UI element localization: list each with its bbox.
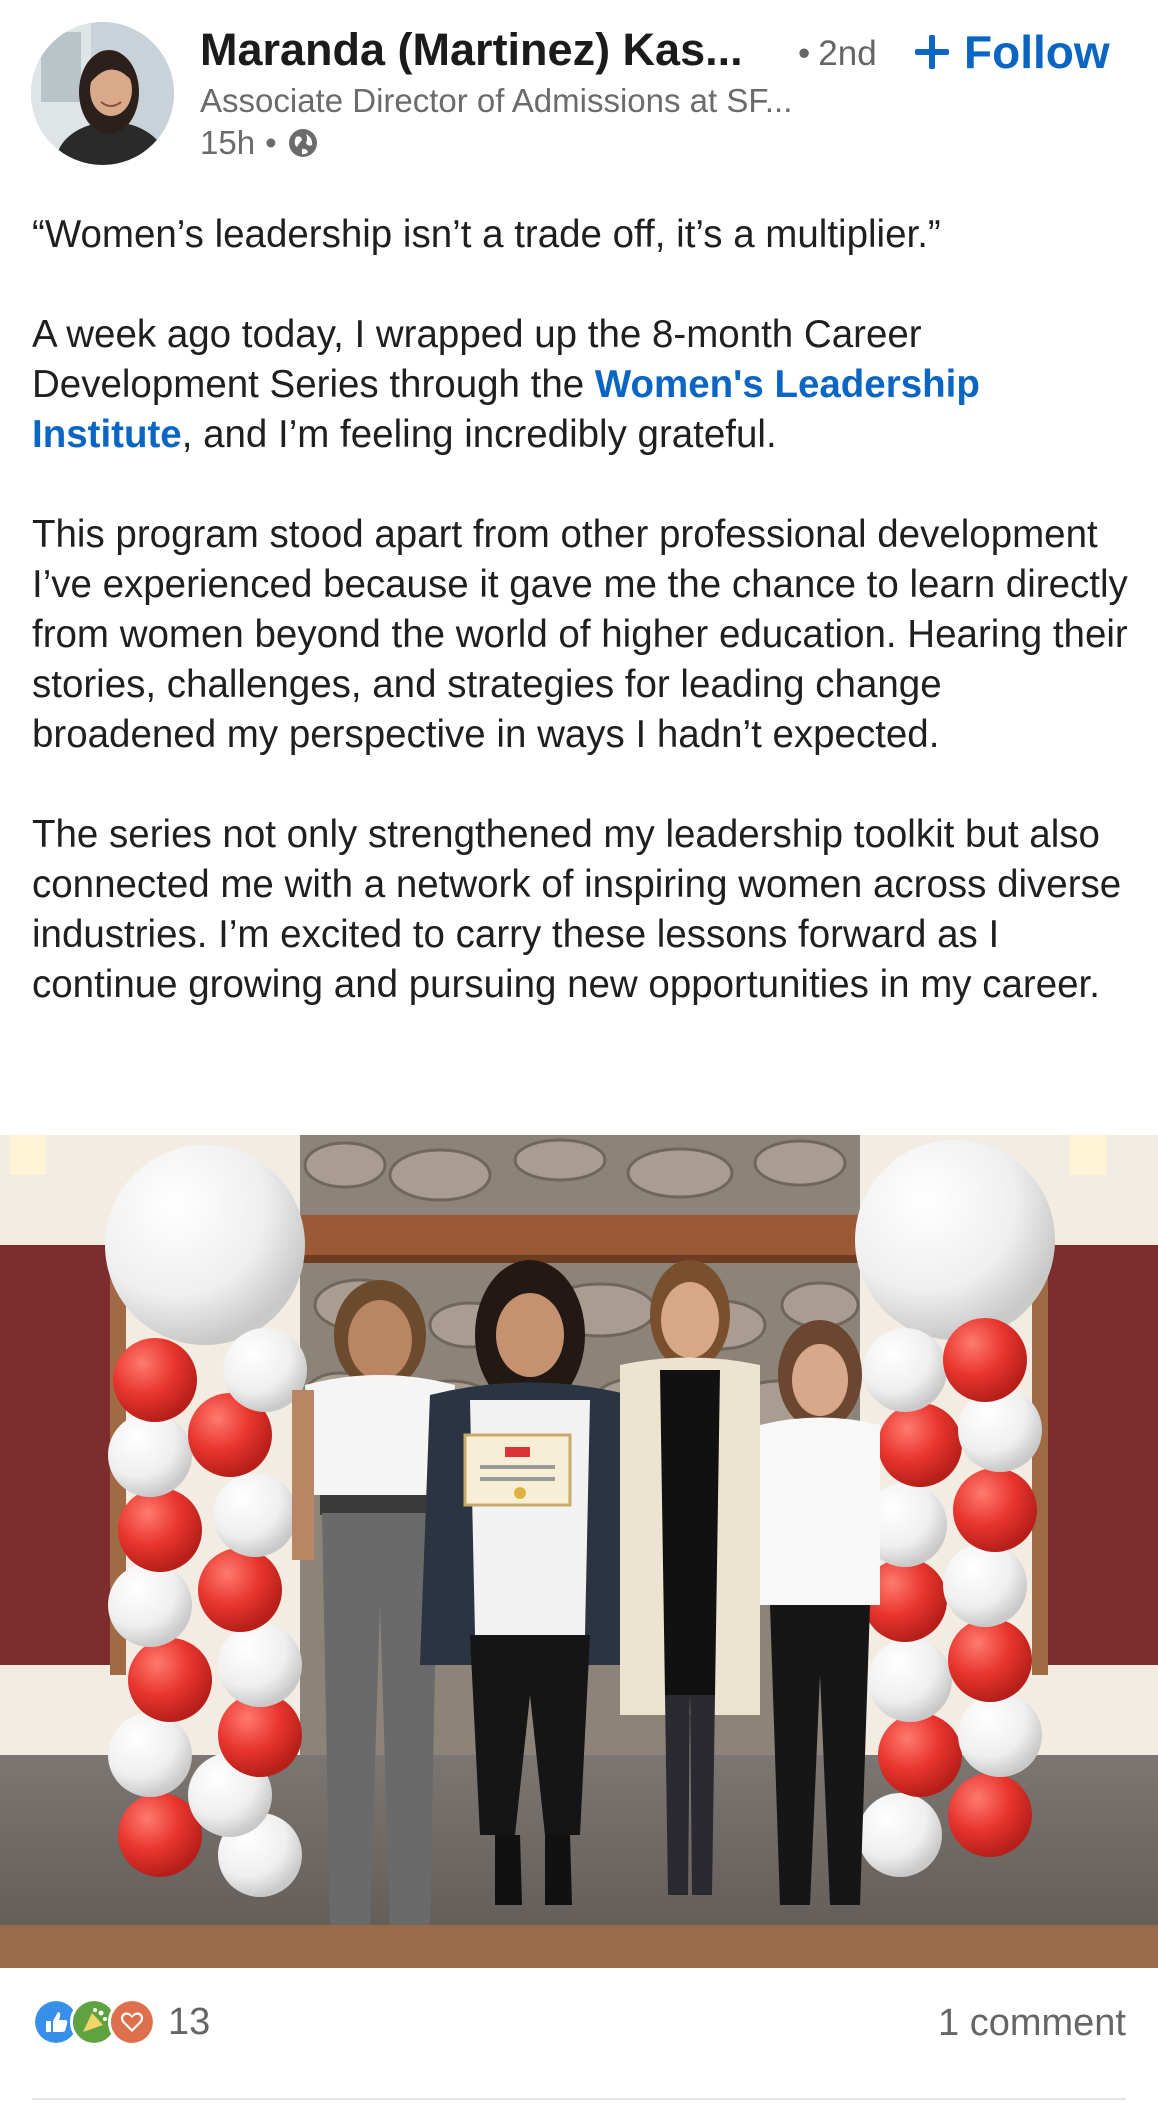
degree-label: 2nd — [818, 34, 877, 73]
event-photo — [0, 1135, 1158, 1968]
post-time: 15h — [200, 124, 256, 161]
post-paragraph: This program stood apart from other professional development I’ve experienced because it gave me the chance to learn directly from women beyond the world of higher education. Hearing their stories, challenges, and strategies for leading change broadened my perspective in ways I hadn’t expected. — [32, 513, 1128, 756]
mention-link[interactable]: Women's Leadership Institute — [32, 363, 980, 456]
divider — [32, 2098, 1126, 2100]
paragraph-text: A week ago today, I wrapped up the 8-month Career Development Series through the — [32, 313, 922, 406]
degree-separator: • — [798, 34, 811, 73]
post-paragraph: The series not only strengthened my leadership toolkit but also connected me with a network of inspiring women across diverse industries. I’m excited to carry these lessons forward as I continue growing and pursuing new opportunities in my career. — [32, 813, 1122, 1006]
social-counts — [0, 1968, 1158, 2108]
author-headline: Associate Director of Admissions at SF... — [200, 82, 793, 119]
paragraph-text: , and I’m feeling incredibly grateful. — [181, 413, 777, 456]
connection-degree — [798, 34, 877, 74]
globe-icon — [287, 127, 319, 159]
post-image[interactable] — [0, 1135, 1158, 1968]
reactions-count: 13 — [168, 2000, 211, 2043]
author-name[interactable]: Maranda (Martinez) Kas... — [200, 24, 743, 75]
post-quote: “Women’s leadership isn’t a trade off, it’s a multiplier.” — [32, 213, 941, 256]
plus-icon — [912, 32, 952, 72]
post-paragraph — [32, 310, 1132, 460]
follow-label: Follow — [964, 26, 1110, 78]
comments-count[interactable]: 1 comment — [938, 2002, 1126, 2044]
avatar-photo — [31, 22, 174, 165]
post-header — [0, 0, 1158, 175]
post-meta — [200, 124, 319, 162]
post-body — [32, 210, 1132, 1010]
love-icon — [108, 1998, 156, 2046]
reactions-summary[interactable] — [32, 1998, 210, 2046]
follow-button[interactable] — [912, 22, 1110, 82]
meta-separator: • — [265, 124, 277, 161]
avatar[interactable] — [31, 22, 174, 165]
